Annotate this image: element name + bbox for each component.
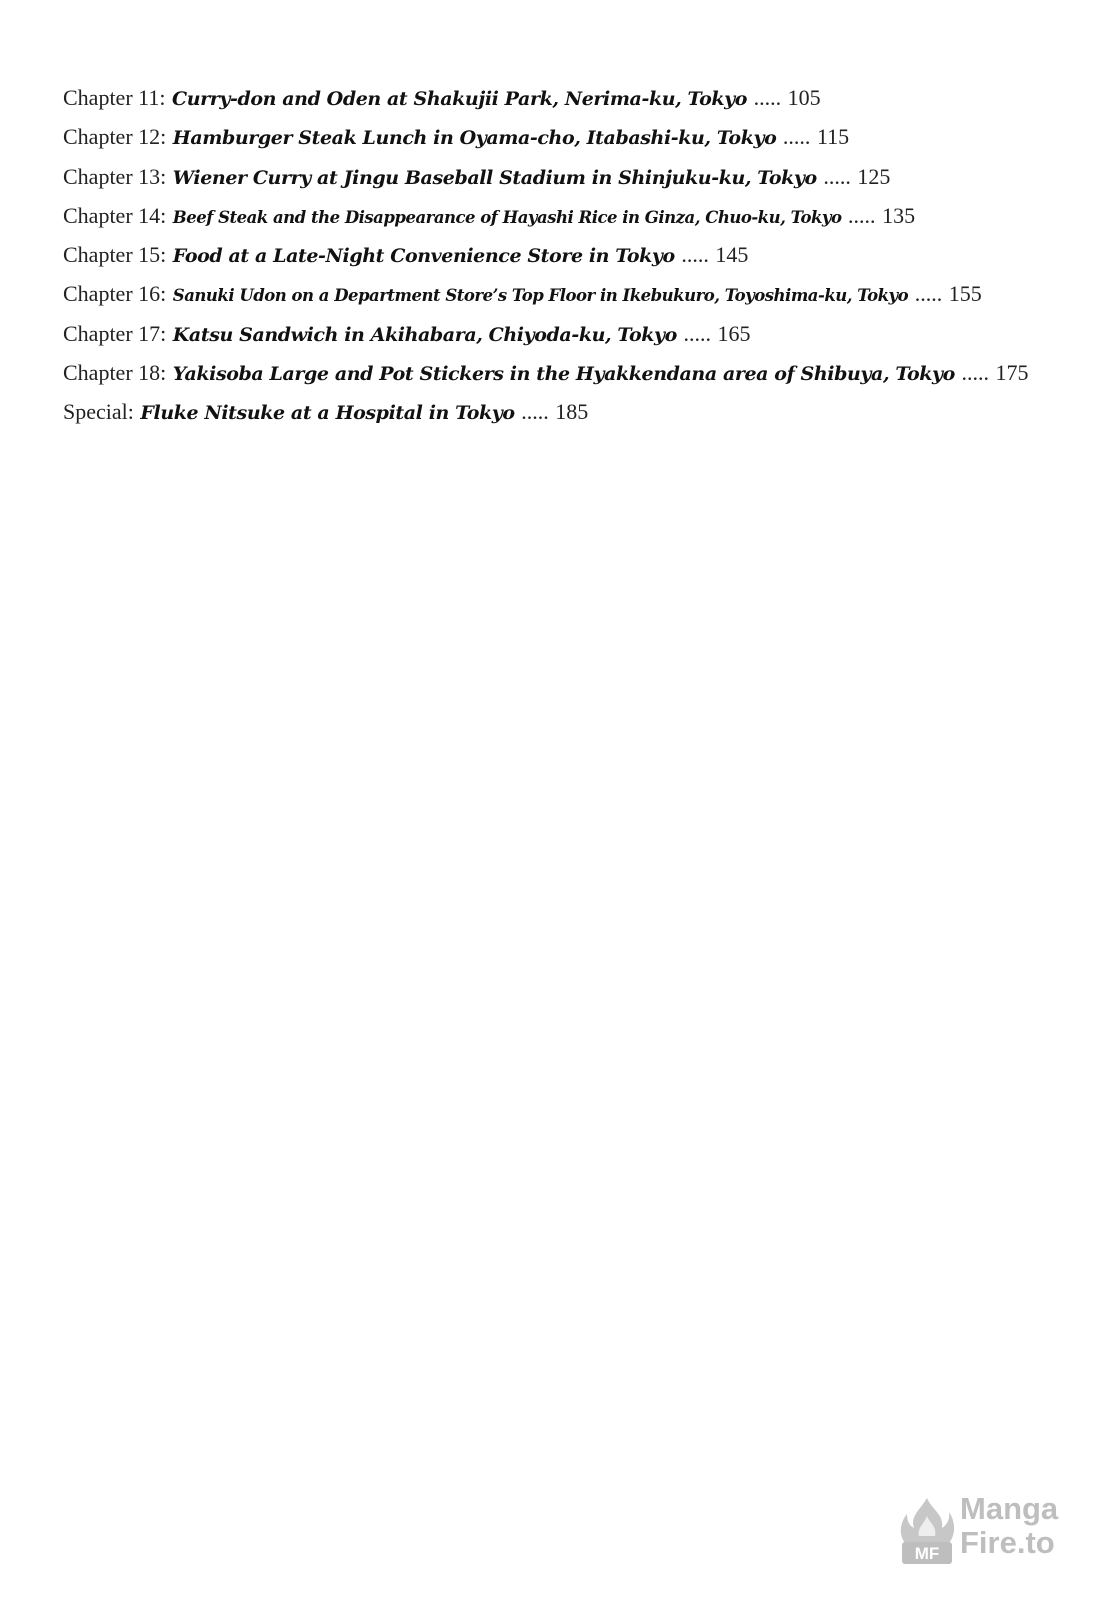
toc-page-number: 125	[857, 163, 891, 189]
watermark-text-line2: Fire.to	[960, 1525, 1055, 1560]
toc-dots: .....	[823, 163, 851, 189]
toc-dots: .....	[782, 124, 811, 150]
toc-title: Food at a Late-Night Convenience Store in Tokyo	[172, 245, 675, 268]
toc-entry-special[interactable]	[63, 392, 1073, 431]
toc-entry-chapter-16[interactable]	[63, 274, 1073, 313]
toc-dots: .....	[961, 360, 989, 386]
toc-label: Chapter 11:	[63, 85, 166, 110]
table-of-contents	[63, 78, 1073, 432]
flame-book-logo-icon	[898, 1496, 956, 1566]
toc-title: Katsu Sandwich in Akihabara, Chiyoda-ku, Tokyo	[172, 323, 677, 346]
toc-title: Sanuki Udon on a Department Store’s Top Floor in Ikebukuro, Toyoshima-ku, Tokyo	[172, 286, 909, 306]
toc-title: Wiener Curry at Jingu Baseball Stadium in Shinjuku-ku, Tokyo	[172, 166, 817, 189]
toc-page-number: 165	[717, 320, 751, 346]
toc-page-number: 185	[555, 399, 589, 425]
toc-label: Chapter 14:	[63, 202, 167, 228]
toc-label: Special:	[63, 399, 134, 425]
toc-label: Chapter 13:	[63, 163, 167, 189]
toc-title: Beef Steak and the Disappearance of Hayashi Rice in Ginza, Chuo-ku, Tokyo	[172, 207, 842, 227]
toc-page-number: 145	[715, 242, 749, 268]
toc-page-number: 155	[948, 281, 982, 307]
toc-label: Chapter 17:	[63, 320, 167, 346]
toc-entry-chapter-15[interactable]	[63, 235, 1073, 274]
toc-label: Chapter 12:	[63, 124, 167, 150]
toc-title: Fluke Nitsuke at a Hospital in Tokyo	[140, 402, 515, 425]
toc-entry-chapter-14[interactable]	[63, 196, 1073, 235]
toc-title: Curry-don and Oden at Shakujii Park, Nerima-ku, Tokyo	[171, 88, 748, 110]
toc-dots: .....	[683, 320, 711, 346]
watermark-text-line1: Manga	[960, 1491, 1059, 1526]
toc-entry-chapter-17[interactable]	[63, 314, 1073, 353]
toc-title: Hamburger Steak Lunch in Oyama-cho, Itabashi-ku, Tokyo	[172, 127, 777, 150]
toc-dots: .....	[914, 281, 943, 307]
toc-label: Chapter 15:	[63, 242, 167, 268]
toc-page-number: 115	[816, 124, 850, 150]
toc-dots: .....	[521, 399, 549, 425]
toc-title: Yakisoba Large and Pot Stickers in the Hyakkendana area of Shibuya, Tokyo	[172, 363, 955, 386]
toc-dots: .....	[848, 202, 876, 228]
toc-label: Chapter 18:	[63, 360, 167, 386]
toc-page-number: 175	[995, 360, 1029, 386]
toc-entry-chapter-13[interactable]	[63, 157, 1073, 196]
toc-dots: .....	[753, 85, 782, 110]
toc-page-number: 105	[787, 85, 821, 110]
toc-entry-chapter-18[interactable]	[63, 353, 1073, 392]
toc-dots: .....	[681, 242, 709, 268]
toc-label: Chapter 16:	[63, 281, 167, 307]
site-watermark	[898, 1482, 1068, 1572]
toc-entry-chapter-11[interactable]	[63, 78, 1073, 117]
toc-entry-chapter-12[interactable]	[63, 117, 1073, 156]
toc-page-number: 135	[882, 202, 916, 228]
svg-text:MF: MF	[914, 1544, 940, 1563]
